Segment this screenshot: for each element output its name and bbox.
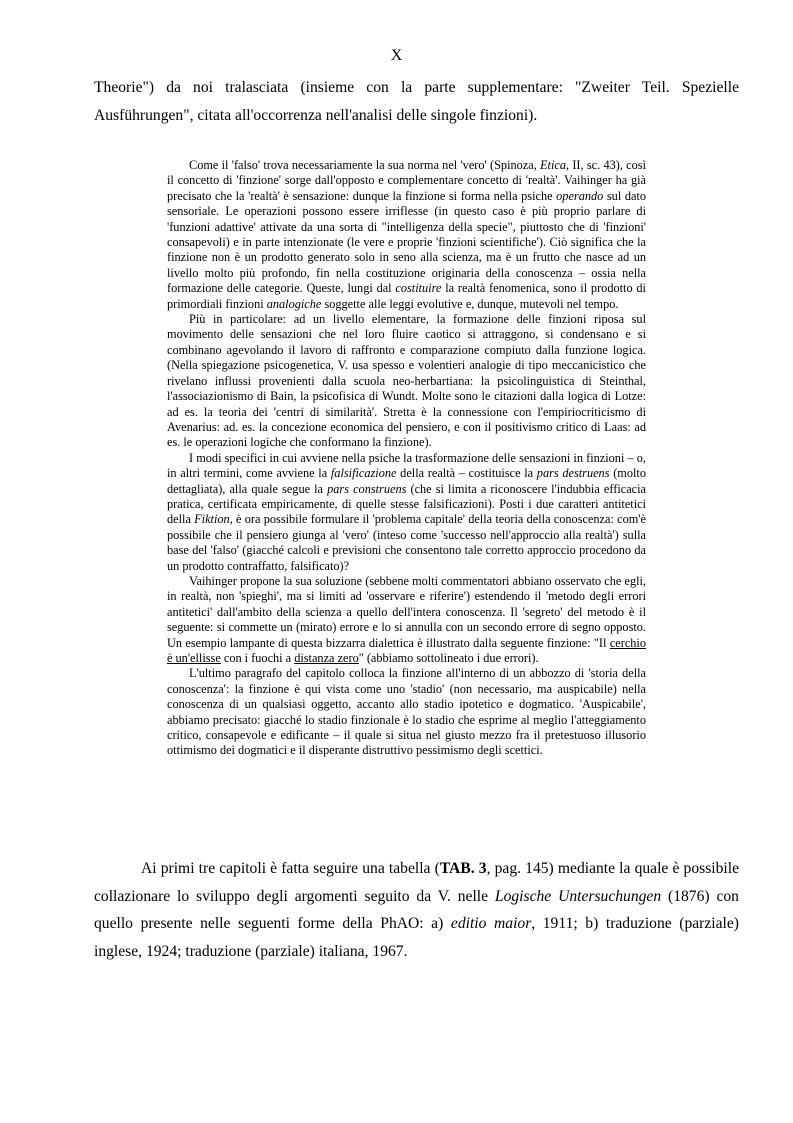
underline-cerchio-ellisse: cerchio è un'ellisse xyxy=(167,635,646,665)
page-number: X xyxy=(390,47,403,64)
emphasis-costituire: costituire xyxy=(395,281,442,296)
emphasis-fiktion: Fiktion xyxy=(194,512,230,527)
quote-paragraph-1: Come il 'falso' trova necessariamente la sua norma nel 'vero' (Spinoza, Etica, II, sc. 43), così il concetto di 'finzione' sorge dall'opposto e complementare concetto di 'realtà'. Vaihinger ha già precisato che la 'realtà' è sensazione: dunque la finzione si forma nella psiche operando sul dato sensoriale. Le operazioni possono essere irriflesse (in questo caso è più proprio parlare di 'funzioni adattive' attivate da una sorta di "intelligenza della specie", piuttosto che di 'finzioni' consapevoli) e in parte intenzionate (le vere e proprie 'finzioni scientifiche'). Ciò significa che la finzione non è un prodotto generato solo in seno alla scienza, ma è un frutto che nasce ad un livello molto più profondo, fin nella costituzione originaria della conoscenza – ossia nella formazione delle categorie. Queste, lungi dal costituire la realtà fenomenica, sono il prodotto di primordiali finzioni analogiche soggette alle leggi evolutive e, dunque, mutevoli nel tempo. xyxy=(167,158,647,311)
quote-paragraph-5: L'ultimo paragrafo del capitolo colloca la finzione all'interno di un abbozzo di 'storia della conoscenza': la finzione è qui vista come uno 'stadio' (non necessario, ma auspicabile) nella conoscenza di un qualsiasi oggetto, accanto allo stadio ipotetico e dogmatico. 'Auspicabile', abbiamo precisato: giacché lo stadio finzionale è lo stadio che esprime al meglio l'atteggiamento critico, consapevole e edificante – il quale si situa nel giusto mezzo fra il pretestuoso illusorio ottimismo dei dogmatici e il disperante distruttivo pessimismo degli scettici. xyxy=(167,666,646,758)
emphasis-etica: Etica xyxy=(540,158,566,172)
intro-paragraph: Theorie") da noi tralasciata (insieme con la parte supplementare: "Zweiter Teil. Spezielle Ausführungen", citata all'occorrenza nell'analisi delle singole finzioni). xyxy=(94,79,739,124)
emphasis-pars-construens: pars construens xyxy=(327,481,407,496)
emphasis-logische-untersuchungen: Logische Untersuchungen xyxy=(494,887,662,905)
emphasis-operando: operando xyxy=(556,188,604,203)
emphasis-editio-maior: editio maior xyxy=(450,915,532,932)
emphasis-analogiche: analogiche xyxy=(266,296,322,311)
block-quote xyxy=(167,158,646,759)
emphasis-pars-destruens: pars destruens xyxy=(536,466,610,481)
table-reference: TAB. 3 xyxy=(439,860,487,877)
outro-paragraph: Ai primi tre capitoli è fatta seguire una tabella (TAB. 3, pag. 145) mediante la quale è possibile collazionare lo sviluppo degli argomenti seguito da V. nelle Logische Untersuchungen (1876) con quello presente nelle seguenti forme della PhAO: a) editio maior, 1911; b) traduzione (parziale) inglese, 1924; traduzione (parziale) italiana, 1967. xyxy=(94,860,740,960)
quote-paragraph-2: Più in particolare: ad un livello elementare, la formazione delle finzioni riposa sul movimento delle sensazioni che nel loro fluire caotico si attraggono, si condensano e si combinano agevolando il lavoro di raffronto e comparazione compiuto dalla funzione logica. (Nella spiegazione psicogenetica, V. usa spesso e volentieri analogie di tipo meccanicistico che rivelano influssi provenienti dalla scuola neo-herbartiana: la psicolinguistica di Steinthal, l'associazionismo di Bain, la psicofisica di Wundt. Molte sono le citazioni dalla logica di Lotze: ad es. la teoria dei 'centri di similarità'. Stretta è la connessione con l'empiriocriticismo di Avenarius: ad. es. la concezione economica del pensiero, e con il positivismo critico di Laas: ad es. le operazioni logiche che conformano la finzione). xyxy=(167,312,646,450)
quote-paragraph-4: Vaihinger propone la sua soluzione (sebbene molti commentatori abbiano osservato che egli, in realtà, non 'spieghi', ma si limiti ad 'osservare e riferire') estendendo il 'metodo degli errori antitetici' dall'ambito della scienza a quello dell'intera conoscenza. Il 'segreto' del metodo è il seguente: si commette un (mirato) errore e lo si annulla con un secondo errore di segno opposto. Un esempio lampante di questa bizzarra dialettica è illustrato dalla seguente finzione: "Il cerchio è un'ellisse con i fuochi a distanza zero" (abbiamo sottolineato i due errori). xyxy=(167,573,646,665)
emphasis-falsificazione: falsificazione xyxy=(330,466,397,481)
quote-paragraph-3: I modi specifici in cui avviene nella psiche la trasformazione delle sensazioni in finzioni – o, in altri termini, come avviene la falsificazione della realtà – costituisce la pars destruens (molto dettagliata), alla quale segue la pars construens (che si limita a riconoscere l'indubbia efficacia pratica, certificata empiricamente, di quelle stesse falsificazioni). Posti i due caratteri antitetici della Fiktion, è ora possibile formulare il 'problema capitale' della teoria della conoscenza: com'è possibile che il pensiero giunga al 'vero' (inteso come 'successo nell'approccio alla realtà') sulla base del 'falso' (giacché calcoli e previsioni che consentono tale corretto approccio procedono da un prodotto contraffatto, falsificato)? xyxy=(167,450,646,573)
underline-distanza-zero: distanza zero xyxy=(294,651,359,665)
